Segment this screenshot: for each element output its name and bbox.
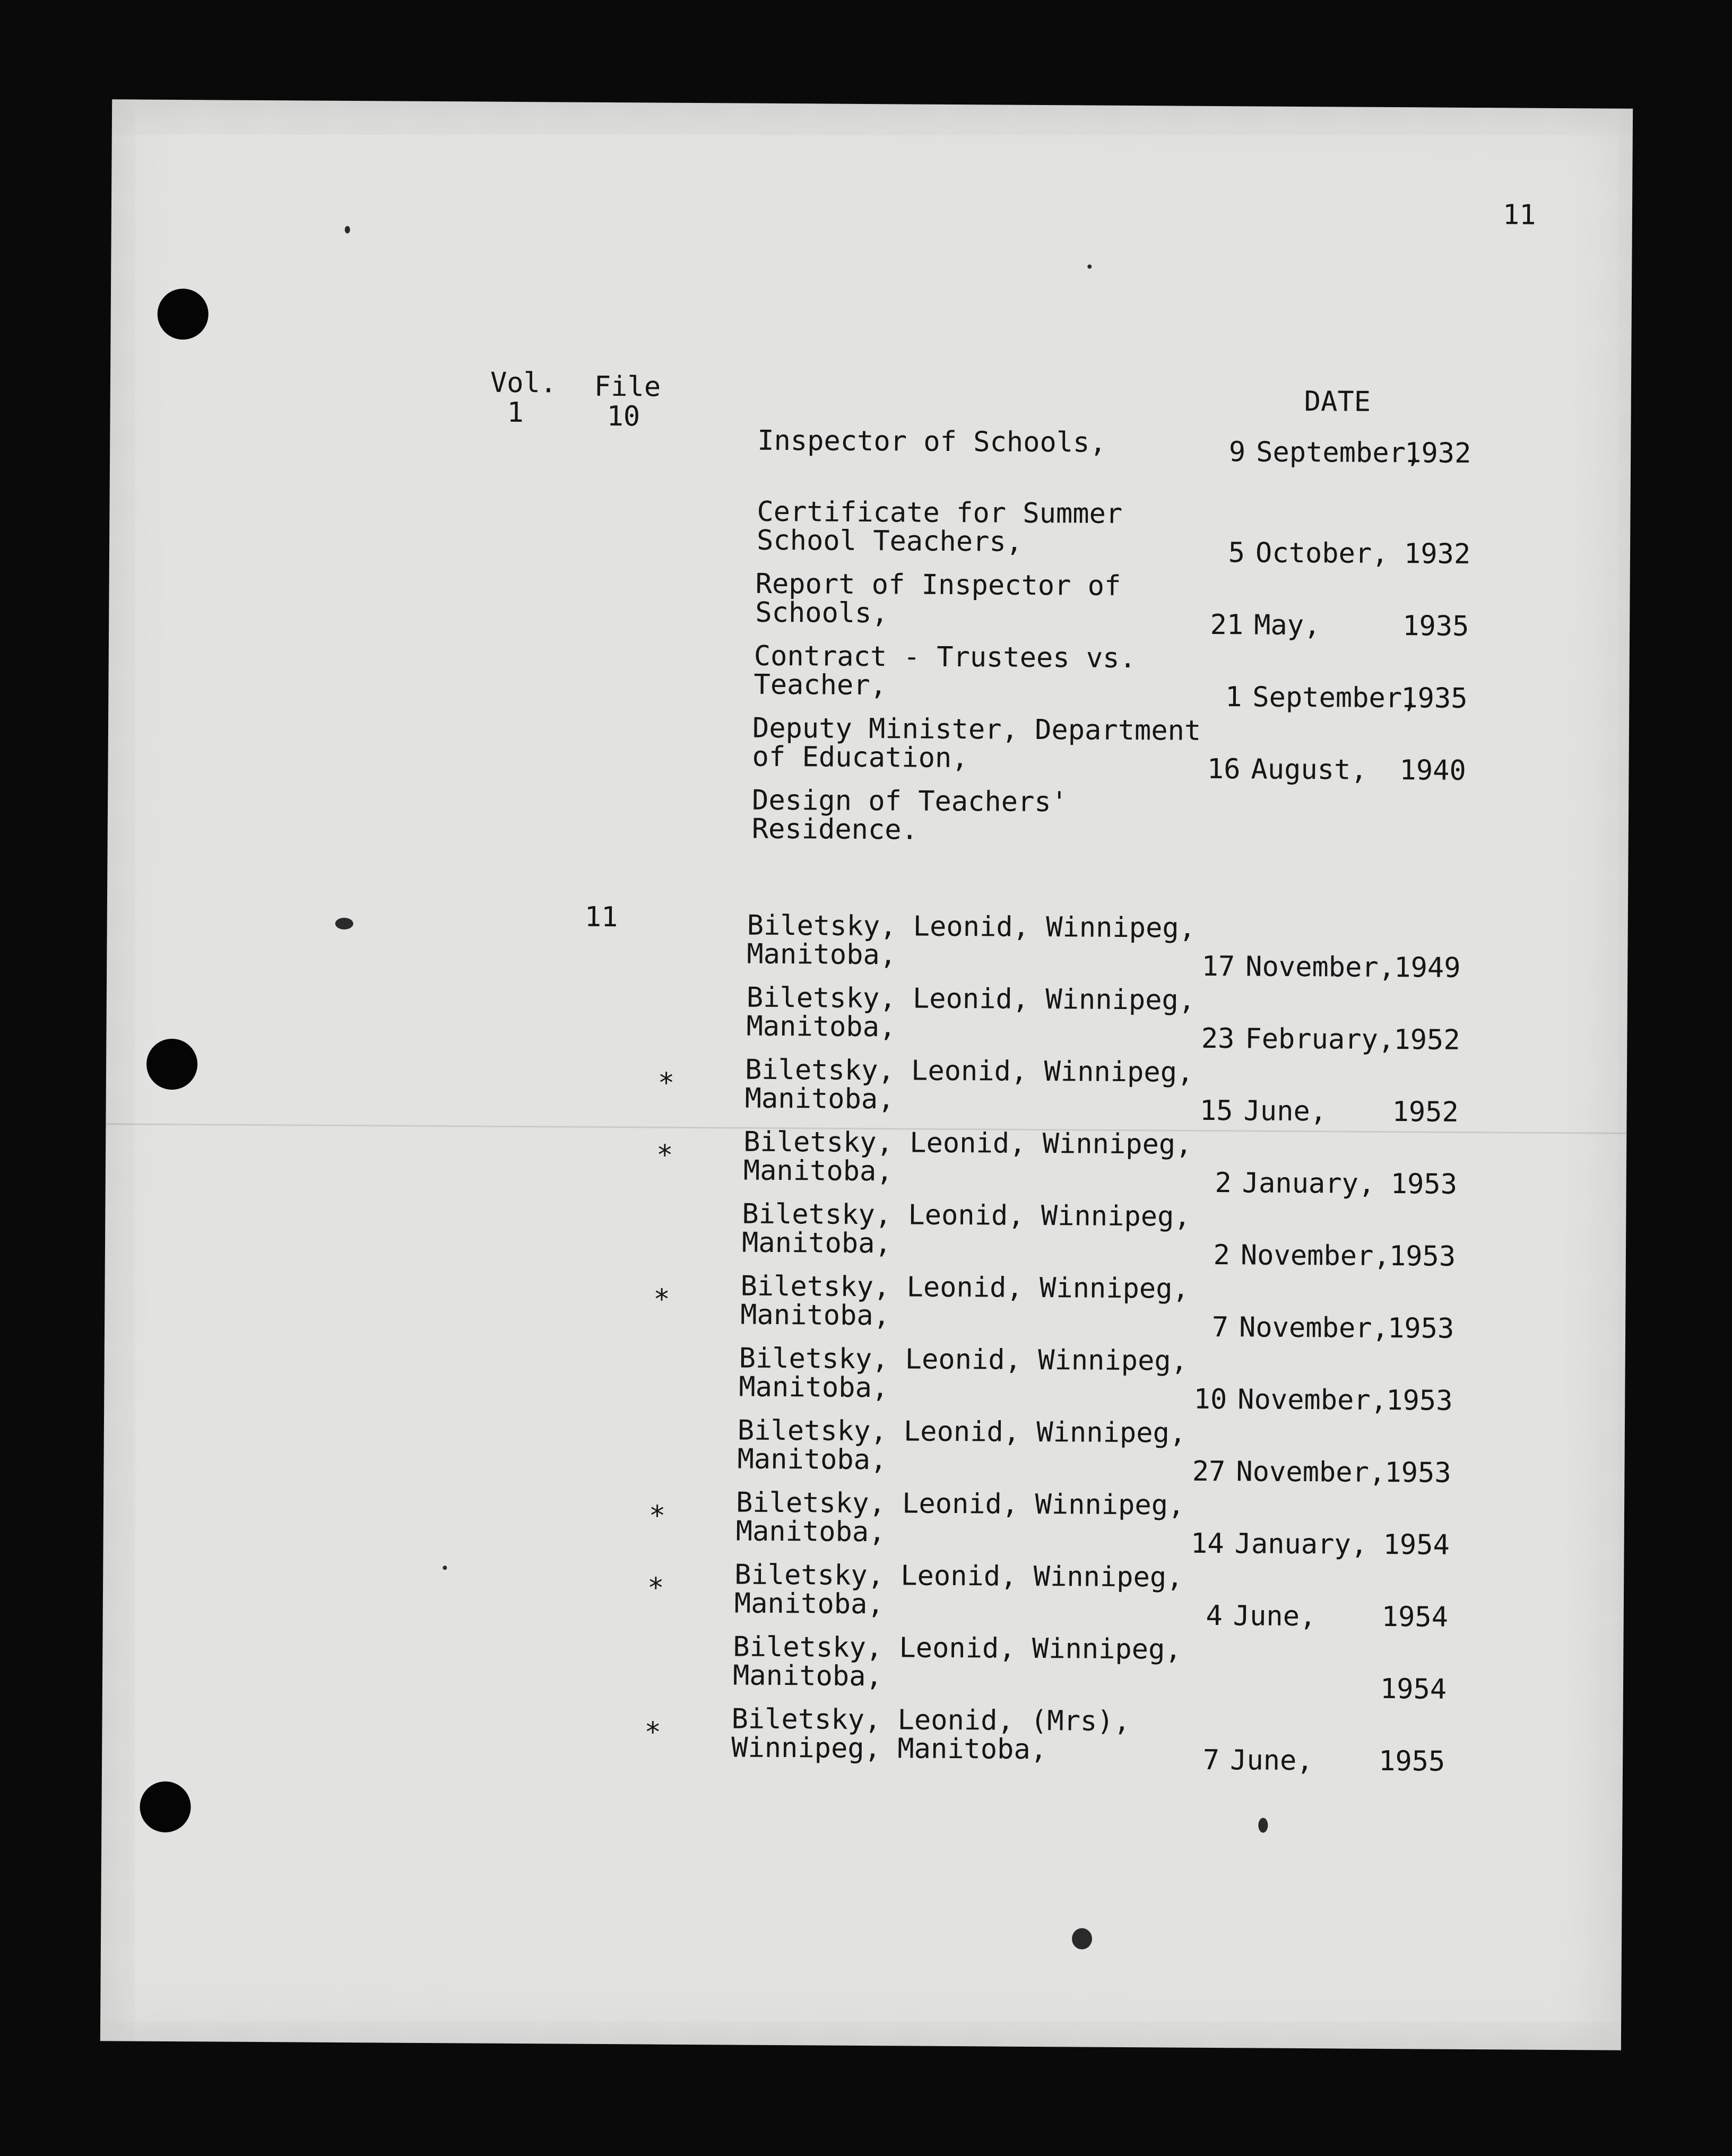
entry-date-year: 1954 bbox=[1383, 1528, 1450, 1561]
punch-hole-top bbox=[157, 289, 209, 340]
entry-star: * bbox=[657, 1067, 675, 1099]
punch-hole-middle bbox=[146, 1039, 198, 1090]
entry-date-month: November, bbox=[1236, 1456, 1386, 1489]
entry-title-line-1: Biletsky, Leonid, Winnipeg, bbox=[734, 1559, 1183, 1594]
speck bbox=[1072, 1928, 1092, 1949]
entry-date-year: 1953 bbox=[1387, 1312, 1454, 1345]
entry-date-day: 7 bbox=[1202, 1744, 1220, 1777]
entry-title-line-1: Biletsky, Leonid, Winnipeg, bbox=[743, 1126, 1192, 1161]
entry-date-year: 1953 bbox=[1389, 1240, 1456, 1273]
entry-date-year: 1954 bbox=[1380, 1673, 1447, 1706]
entry-title-line-2: Manitoba, bbox=[744, 1082, 895, 1116]
entry-date-day: 4 bbox=[1206, 1599, 1223, 1632]
entry-date-day: 23 bbox=[1201, 1022, 1235, 1055]
entry-title-line-2: Residence. bbox=[751, 813, 919, 846]
entry-date-day bbox=[1173, 1674, 1221, 1675]
entry-date-day: 17 bbox=[1201, 950, 1235, 983]
entry-date-day: 1 bbox=[1225, 681, 1242, 714]
entry-date-day: 21 bbox=[1210, 608, 1244, 641]
entry-date-day: 5 bbox=[1228, 537, 1245, 569]
vol-value: 1 bbox=[507, 396, 524, 429]
entry-date-day: 10 bbox=[1193, 1383, 1227, 1416]
entry-date-year: 1932 bbox=[1404, 437, 1471, 470]
entry-title-line-1: Design of Teachers' bbox=[751, 784, 1068, 819]
speck bbox=[335, 918, 353, 929]
entry-date-year: 1940 bbox=[1399, 754, 1466, 787]
entry-date-day: 2 bbox=[1213, 1239, 1231, 1272]
entry-date-month: February, bbox=[1245, 1023, 1395, 1056]
entry-date-day: 2 bbox=[1215, 1167, 1232, 1199]
entry-title-line-2: Manitoba, bbox=[739, 1371, 889, 1404]
entry-date-day: 15 bbox=[1199, 1094, 1233, 1127]
entry-title-line-2: Manitoba, bbox=[743, 1154, 893, 1188]
entry-date-day: 14 bbox=[1190, 1527, 1224, 1560]
entry-date-year: 1935 bbox=[1402, 610, 1469, 642]
entry-date-year: 1935 bbox=[1401, 682, 1468, 715]
entry-date-year: 1949 bbox=[1394, 952, 1461, 984]
entry-date-month: January, bbox=[1242, 1167, 1375, 1200]
entry-title-line-2: Manitoba, bbox=[741, 1227, 892, 1260]
entry-title-line-2: Manitoba, bbox=[746, 1010, 896, 1044]
entry-date-month: May, bbox=[1254, 609, 1321, 642]
entry-title-line-2: Winnipeg, Manitoba, bbox=[731, 1732, 1047, 1766]
entry-date-year: 1953 bbox=[1384, 1456, 1451, 1489]
entry-star: * bbox=[648, 1500, 666, 1532]
speck bbox=[345, 226, 350, 233]
entry-star: * bbox=[647, 1572, 664, 1604]
document-page bbox=[100, 99, 1633, 2050]
entry-title-line-1: Biletsky, Leonid, Winnipeg, bbox=[737, 1414, 1187, 1449]
entry-title-line-1: Contract - Trustees vs. bbox=[754, 640, 1137, 675]
entry-date-month: June, bbox=[1233, 1600, 1317, 1633]
punch-hole-bottom bbox=[140, 1781, 191, 1833]
speck bbox=[443, 1566, 447, 1570]
speck bbox=[1087, 265, 1092, 269]
page-number: 11 bbox=[1502, 199, 1536, 231]
entry-title-line-1: Biletsky, Leonid, Winnipeg, bbox=[744, 1054, 1194, 1089]
entry-title-line-2: Manitoba, bbox=[747, 938, 897, 971]
entry-title-line-1: Biletsky, Leonid, Winnipeg, bbox=[740, 1270, 1190, 1305]
entry-date-month: November, bbox=[1239, 1311, 1389, 1345]
entry-date-day: 16 bbox=[1207, 753, 1241, 786]
entry-title-line-2: Manitoba, bbox=[737, 1443, 887, 1476]
date-label: DATE bbox=[1304, 386, 1371, 418]
entry-date-month: September, bbox=[1252, 681, 1419, 715]
entry-star: * bbox=[653, 1283, 670, 1316]
entry-date-day: 9 bbox=[1228, 436, 1246, 468]
entry-title-line-1: Certificate for Summer bbox=[757, 495, 1123, 530]
entry-star: * bbox=[656, 1139, 673, 1171]
entry-date-month: June, bbox=[1229, 1744, 1313, 1777]
vol-label: Vol. bbox=[490, 367, 557, 399]
entry-title-line-1: Inspector of Schools, bbox=[757, 424, 1106, 459]
entry-date-year: 1954 bbox=[1381, 1601, 1449, 1633]
entry-date-day: 7 bbox=[1211, 1311, 1229, 1344]
entry-date-month: November, bbox=[1237, 1384, 1388, 1417]
entry-title-line-1: Biletsky, Leonid, Winnipeg, bbox=[742, 1198, 1191, 1233]
file-number-11: 11 bbox=[584, 901, 618, 934]
entry-title-line-2: Manitoba, bbox=[740, 1299, 890, 1332]
entry-title-line-1: Biletsky, Leonid, Winnipeg, bbox=[735, 1486, 1185, 1522]
entry-title-line-1: Biletsky, Leonid, (Mrs), bbox=[731, 1703, 1131, 1738]
entry-date-month: September, bbox=[1255, 436, 1423, 470]
entry-date-year: 1955 bbox=[1378, 1745, 1445, 1778]
entry-date-day: 27 bbox=[1192, 1455, 1226, 1488]
entry-title-line-1: Biletsky, Leonid, Winnipeg, bbox=[746, 981, 1196, 1016]
entry-title-line-2: Schools, bbox=[755, 596, 888, 630]
entry-title-line-2: School Teachers, bbox=[756, 524, 1023, 558]
entry-title-line-1: Deputy Minister, Department bbox=[752, 712, 1201, 747]
entry-title-line-2: Teacher, bbox=[754, 668, 887, 702]
entry-date-month: November, bbox=[1240, 1239, 1390, 1273]
entry-title-line-1: Biletsky, Leonid, Winnipeg, bbox=[739, 1342, 1188, 1377]
file-value: 10 bbox=[607, 400, 640, 433]
entry-date-month: August, bbox=[1251, 753, 1367, 786]
entry-date-month: January, bbox=[1234, 1528, 1368, 1561]
entry-date-year: 1953 bbox=[1390, 1168, 1458, 1201]
entry-title-line-2: Manitoba, bbox=[735, 1515, 886, 1549]
entry-title-line-2: Manitoba, bbox=[732, 1659, 883, 1693]
entry-star: * bbox=[644, 1716, 661, 1749]
entry-date-month: June, bbox=[1243, 1095, 1327, 1128]
file-label: File bbox=[594, 370, 661, 403]
entry-date-month: October, bbox=[1255, 537, 1389, 570]
speck bbox=[1258, 1818, 1268, 1833]
entry-title-line-1: Report of Inspector of bbox=[755, 568, 1121, 602]
entry-title-line-2: of Education, bbox=[752, 741, 968, 775]
entry-title-line-1: Biletsky, Leonid, Winnipeg, bbox=[747, 909, 1196, 944]
entry-date-year: 1952 bbox=[1392, 1096, 1459, 1128]
entry-date-month: November, bbox=[1245, 951, 1396, 984]
entry-title-line-2: Manitoba, bbox=[734, 1587, 884, 1621]
entry-date-year: 1952 bbox=[1393, 1024, 1460, 1056]
entry-date-year: 1932 bbox=[1404, 538, 1471, 570]
entry-title-line-1: Biletsky, Leonid, Winnipeg, bbox=[733, 1631, 1182, 1666]
entry-date-year: 1953 bbox=[1386, 1384, 1453, 1417]
